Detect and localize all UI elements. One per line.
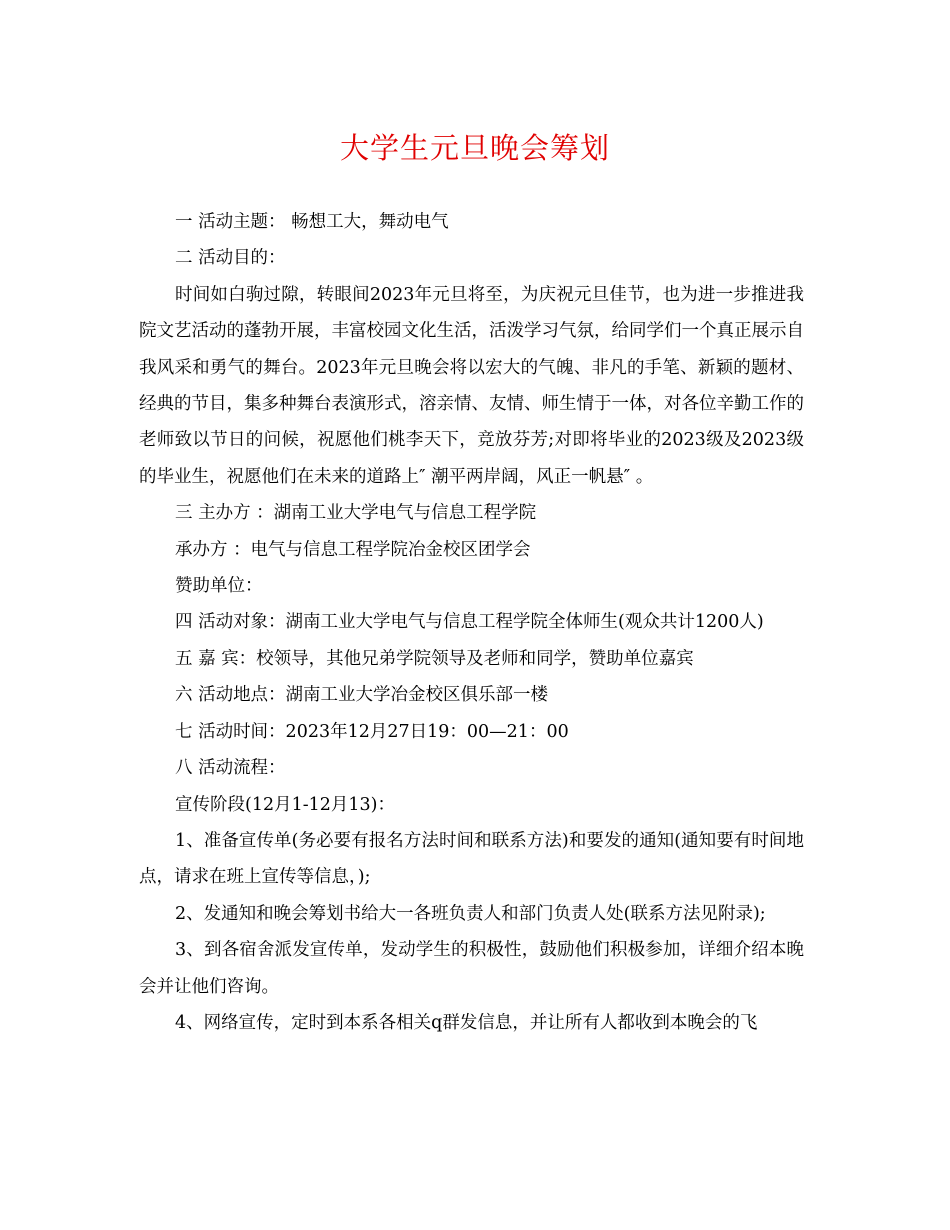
paragraph-step-2: 2、发通知和晚会筹划书给大一各班负责人和部门负责人处(联系方法见附录); bbox=[175, 903, 766, 924]
paragraph-theme: 一 活动主题： 畅想工大，舞动电气 bbox=[175, 212, 449, 232]
paragraph-audience: 四 活动对象：湖南工业大学电气与信息工程学院全体师生(观众共计1200人) bbox=[175, 612, 764, 633]
paragraph-purpose-text: 时间如白驹过隙，转眼间2023年元旦将至，为庆祝元旦佳节，也为进一步推进我院文艺活动的蓬勃开展，丰富校园文化生活，活泼学习气氛，给同学们一个真正展示自我风采和勇气的舞台。2023年元旦晚会将以宏大的气魄、非凡的手笔、新颖的题材、经典的节目，集多种舞台表演形式，溶亲情、友情、师生情于一体，对各位辛勤工作的老师致以节日的问候，祝愿他们桃李天下，竞放芬芳;对即将毕业的2023级及2023级的毕业生，祝愿他们在未来的道路上″ 潮平两岸阔，风正一帆悬″ 。 bbox=[139, 284, 804, 487]
paragraph-location: 六 活动地点：湖南工业大学冶金校区俱乐部一楼 bbox=[175, 685, 549, 706]
paragraph-sponsor: 赞助单位： bbox=[175, 576, 263, 597]
document-body bbox=[139, 204, 804, 1041]
paragraph-promotion-stage: 宣传阶段(12月1-12月13)： bbox=[175, 794, 396, 815]
document-title: 大学生元旦晚会筹划 bbox=[339, 131, 610, 165]
paragraph-process-heading: 八 活动流程： bbox=[175, 758, 286, 779]
paragraph-step-1: 1、准备宣传单(务必要有报名方法时间和联系方法)和要发的通知(通知要有时间地点，请求在班上宣传等信息，); bbox=[139, 830, 804, 888]
paragraph-guests: 五 嘉 宾：校领导，其他兄弟学院领导及老师和同学，赞助单位嘉宾 bbox=[175, 648, 694, 669]
paragraph-purpose-heading: 二 活动目的： bbox=[175, 248, 286, 269]
paragraph-co-organizer: 承办方 ：电气与信息工程学院冶金校区团学会 bbox=[175, 539, 531, 560]
paragraph-organizer: 三 主办方 ：湖南工业大学电气与信息工程学院 bbox=[175, 503, 537, 524]
paragraph-step-4: 4、网络宣传，定时到本系各相关q群发信息，并让所有人都收到本晚会的飞 bbox=[175, 1012, 758, 1033]
paragraph-step-3: 3、到各宿舍派发宣传单，发动学生的积极性，鼓励他们积极参加，详细介绍本晚会并让他们咨询。 bbox=[139, 940, 804, 997]
paragraph-time: 七 活动时间：2023年12月27日19：00—21：00 bbox=[175, 721, 569, 742]
